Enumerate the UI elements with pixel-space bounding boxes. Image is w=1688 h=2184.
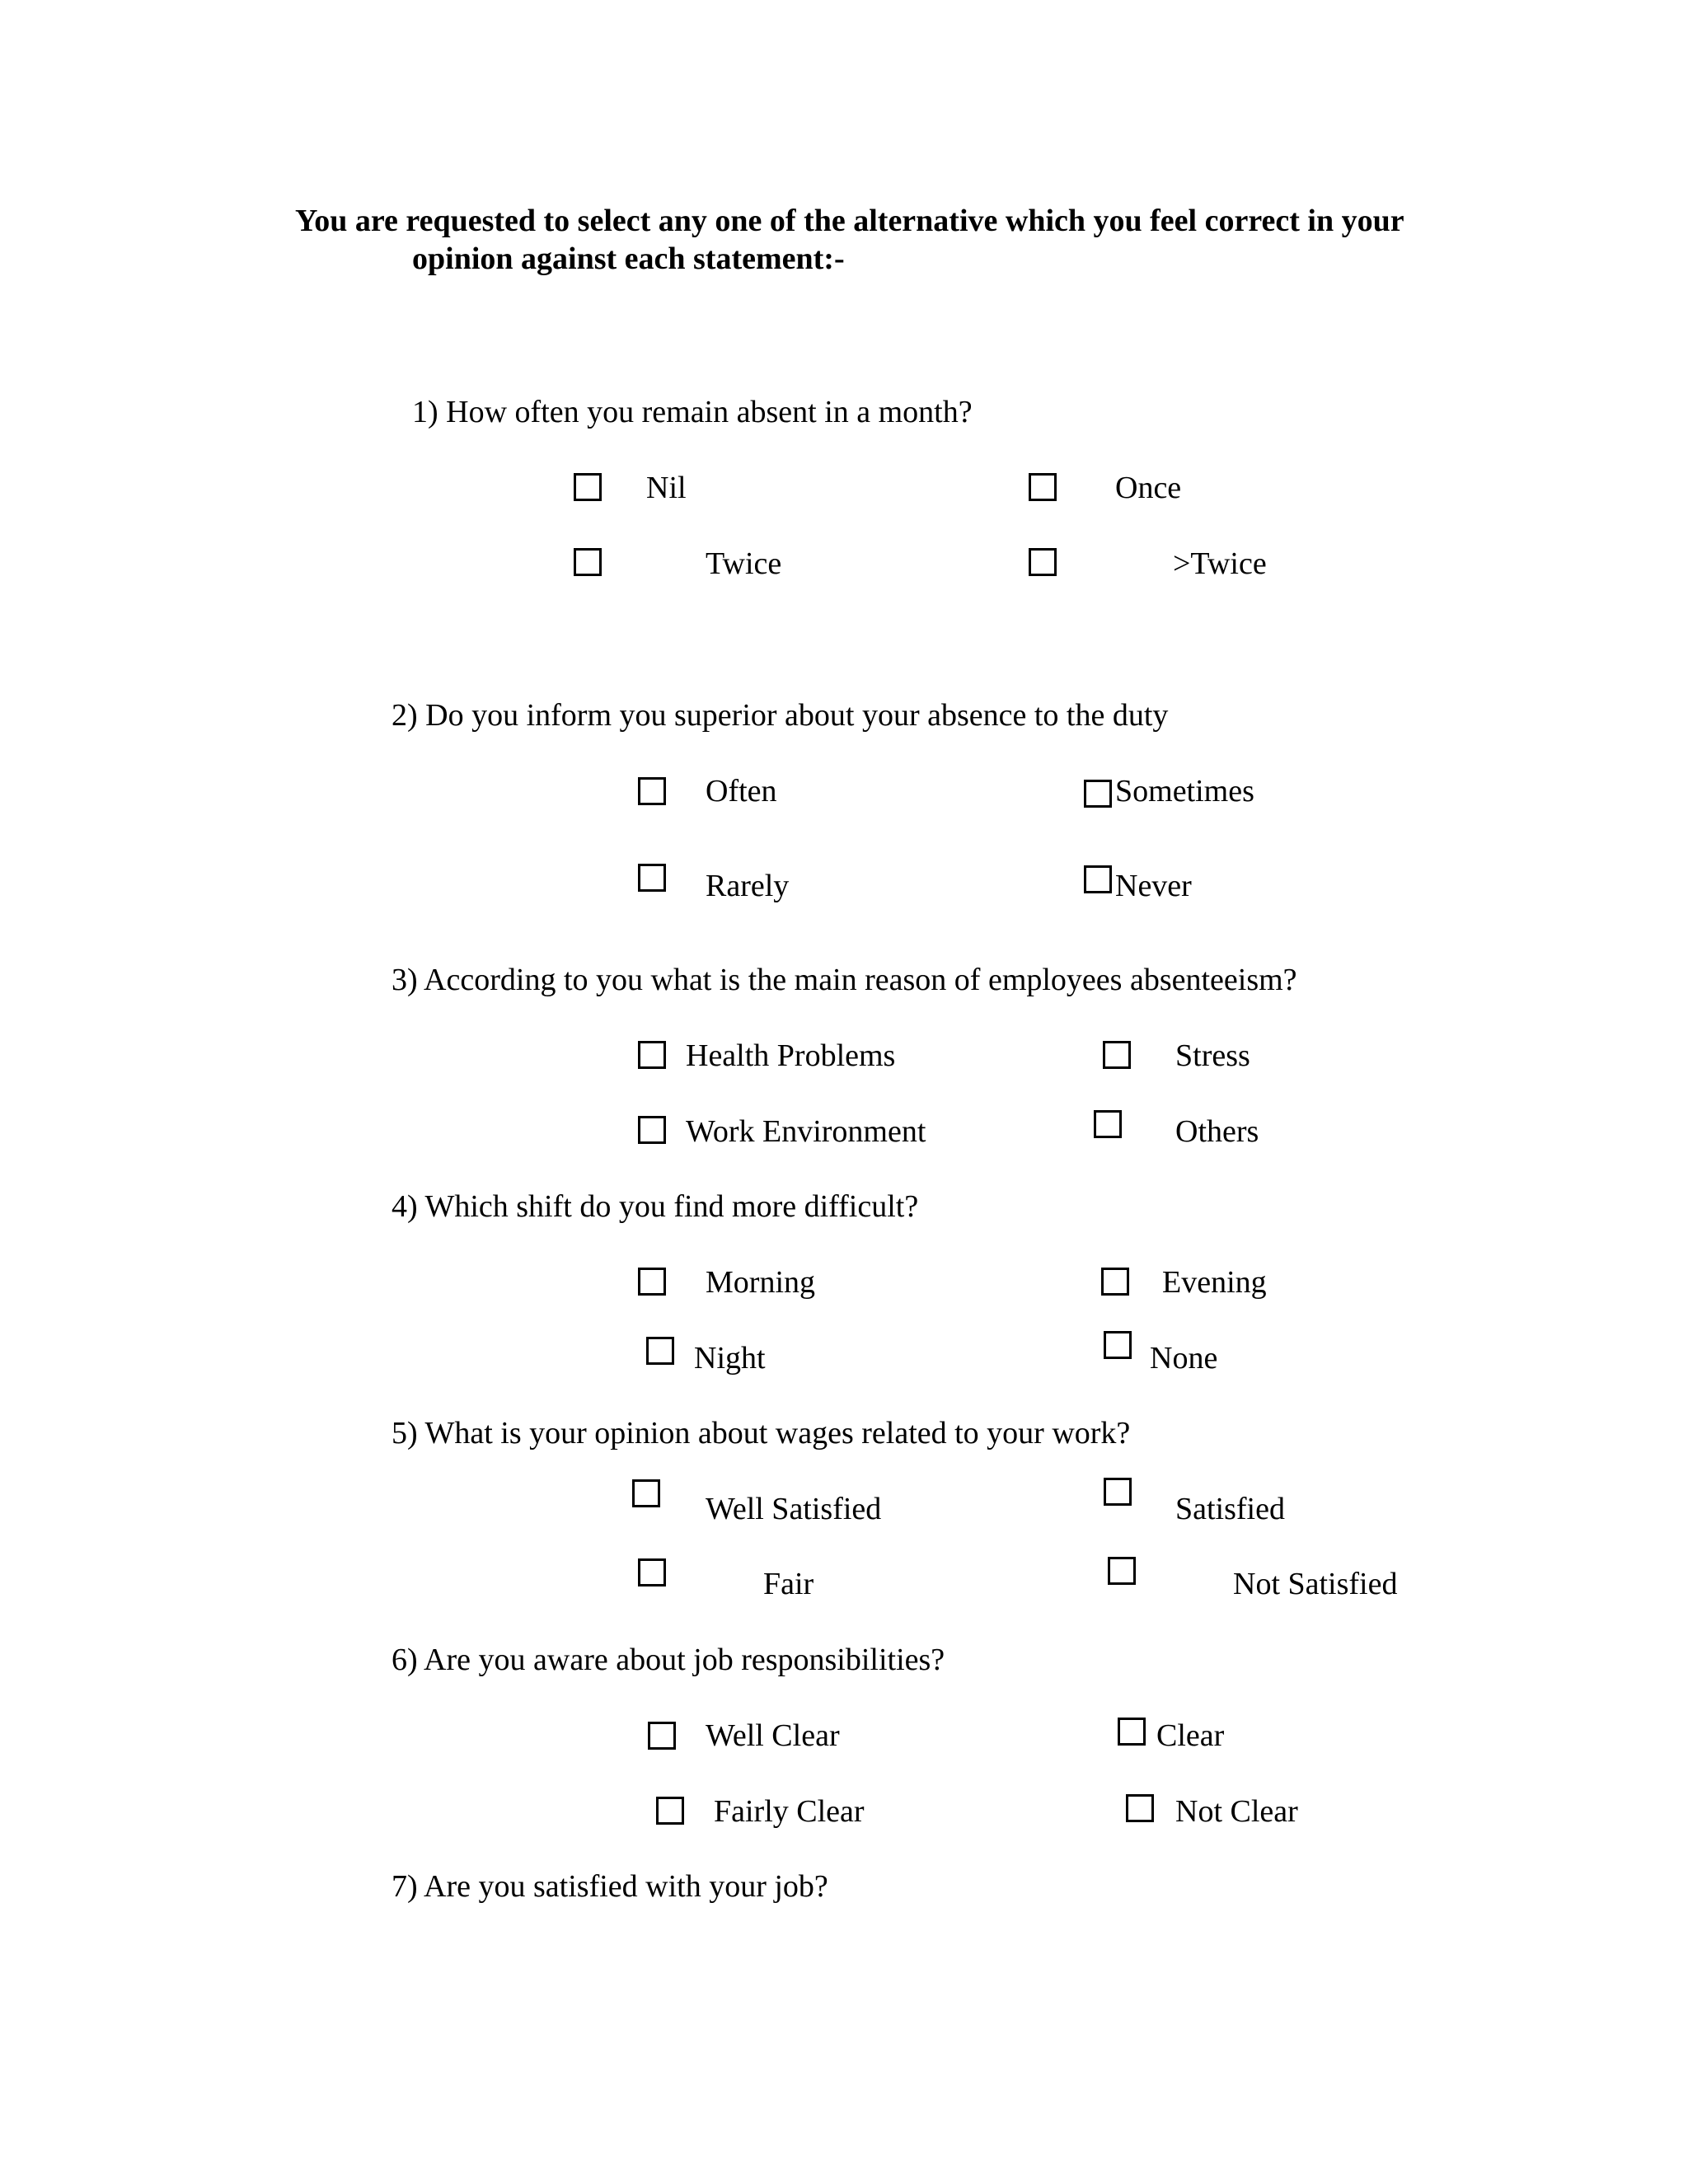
option-label-twice: Twice — [706, 546, 782, 581]
question-2: 2) Do you inform you superior about your absence to the duty — [392, 698, 1169, 733]
option-label-evening: Evening — [1162, 1265, 1267, 1300]
checkbox-clear[interactable] — [1118, 1718, 1146, 1746]
checkbox-twice[interactable] — [574, 548, 602, 576]
option-label-never: Never — [1115, 869, 1192, 903]
checkbox-stress[interactable] — [1103, 1041, 1131, 1069]
question-7: 7) Are you satisfied with your job? — [392, 1869, 828, 1904]
checkbox-well-satisfied[interactable] — [632, 1479, 660, 1507]
option-label-fair: Fair — [763, 1567, 814, 1601]
option-label-once: Once — [1115, 471, 1182, 505]
instructions-line-1: You are requested to select any one of the alternative which you feel correct in your — [295, 204, 1404, 238]
question-5: 5) What is your opinion about wages related to your work? — [392, 1416, 1131, 1451]
question-6: 6) Are you aware about job responsibilities? — [392, 1643, 945, 1677]
checkbox-never[interactable] — [1084, 865, 1112, 893]
option-label-night: Night — [694, 1341, 766, 1376]
option-label-morning: Morning — [706, 1265, 815, 1300]
option-label-others: Others — [1175, 1114, 1259, 1149]
checkbox-work-environment[interactable] — [638, 1116, 666, 1144]
option-label-sometimes: Sometimes — [1115, 774, 1254, 808]
checkbox-once[interactable] — [1029, 473, 1057, 501]
checkbox-sometimes[interactable] — [1084, 780, 1112, 808]
checkbox-morning[interactable] — [638, 1268, 666, 1296]
checkbox-more-than-twice[interactable] — [1029, 548, 1057, 576]
option-label-more-than-twice: >Twice — [1173, 546, 1267, 581]
checkbox-nil[interactable] — [574, 473, 602, 501]
option-label-nil: Nil — [646, 471, 687, 505]
checkbox-often[interactable] — [638, 777, 666, 805]
instructions-heading — [295, 202, 1482, 278]
option-label-satisfied: Satisfied — [1175, 1492, 1285, 1526]
option-label-clear: Clear — [1156, 1718, 1225, 1753]
option-label-none: None — [1150, 1341, 1218, 1376]
checkbox-fairly-clear[interactable] — [656, 1797, 684, 1825]
checkbox-others[interactable] — [1094, 1110, 1122, 1138]
checkbox-none[interactable] — [1104, 1331, 1132, 1359]
checkbox-fair[interactable] — [638, 1558, 666, 1586]
checkbox-satisfied[interactable] — [1104, 1478, 1132, 1506]
option-label-fairly-clear: Fairly Clear — [714, 1794, 865, 1829]
checkbox-rarely[interactable] — [638, 864, 666, 892]
question-1: 1) How often you remain absent in a month? — [412, 395, 973, 429]
instructions-line-2: opinion against each statement:- — [412, 241, 845, 276]
checkbox-not-satisfied[interactable] — [1108, 1557, 1136, 1585]
option-label-well-satisfied: Well Satisfied — [706, 1492, 882, 1526]
option-label-not-satisfied: Not Satisfied — [1233, 1567, 1398, 1601]
option-label-well-clear: Well Clear — [706, 1718, 840, 1753]
option-label-rarely: Rarely — [706, 869, 790, 903]
checkbox-not-clear[interactable] — [1126, 1794, 1154, 1822]
checkbox-health-problems[interactable] — [638, 1041, 666, 1069]
checkbox-evening[interactable] — [1101, 1268, 1129, 1296]
option-label-not-clear: Not Clear — [1175, 1794, 1298, 1829]
option-label-work-environment: Work Environment — [686, 1114, 926, 1149]
checkbox-night[interactable] — [646, 1337, 674, 1365]
option-label-health-problems: Health Problems — [686, 1038, 896, 1073]
option-label-stress: Stress — [1175, 1038, 1250, 1073]
option-label-often: Often — [706, 774, 777, 808]
question-4: 4) Which shift do you find more difficult? — [392, 1189, 919, 1224]
question-3: 3) According to you what is the main reason of employees absenteeism? — [392, 963, 1297, 997]
checkbox-well-clear[interactable] — [648, 1722, 676, 1750]
